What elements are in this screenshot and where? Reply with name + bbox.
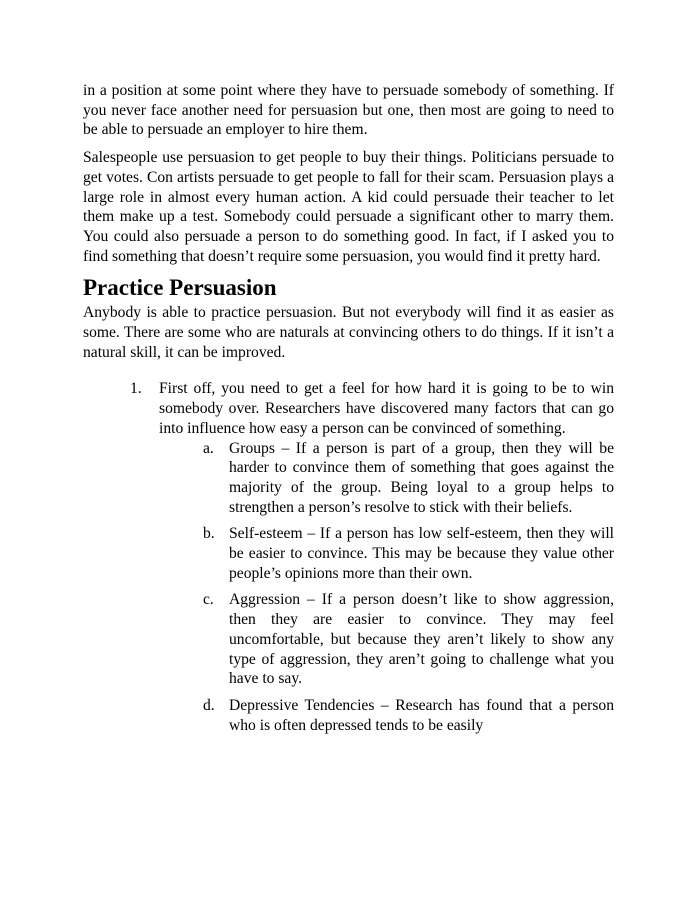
sub-list-letter: d. [203, 696, 215, 714]
paragraph-intro-continuation: in a position at some point where they have to persuade somebody of something. If you never face another need for persuasion but one, then most are going to need to be able to persuade an employer to hire them. [83, 82, 614, 139]
sub-list-item-depressive-tendencies [83, 696, 614, 735]
sub-list-letter: a. [203, 439, 214, 457]
document-page [83, 81, 614, 735]
sub-list-text: Depressive Tendencies – Research has found that a person who is often depressed tends to be easily [229, 696, 614, 734]
section-heading: Practice Persuasion [83, 275, 277, 301]
list-number: 1. [130, 380, 142, 398]
sub-list-letter: b. [203, 525, 215, 543]
sub-list-item-aggression [83, 590, 614, 689]
sub-list-text: Aggression – If a person doesn’t like to show aggression, then they are easier to convince. They may feel uncomfortable, but because they aren’t likely to show any type of aggression, they aren’t going to challenge what you have to say. [229, 591, 614, 688]
paragraph-examples: Salespeople use persuasion to get people to buy their things. Politicians persuade to get votes. Con artists persuade to get people to fall for their scam. Persuasion plays a large role in almost every human action. A kid could persuade their teacher to let them make up a test. Somebody could persuade a significant other to marry them. You could also persuade a person to do something good. In fact, if I asked you to find something that doesn’t require some persuasion, you would find it pretty hard. [83, 149, 614, 265]
sub-list-item-groups [83, 439, 614, 518]
sub-list-letter: c. [203, 591, 214, 609]
numbered-list-item-1 [83, 379, 614, 438]
list-item-text: First off, you need to get a feel for how hard it is going to be to win somebody over. Researchers have discovered many factors that can go into influence how easy a person can be convinced of something. [159, 380, 614, 437]
section-intro-paragraph: Anybody is able to practice persuasion. But not everybody will find it as easier as some. There are some who are naturals at convincing others to do things. If it isn’t a natural skill, it can be improved. [83, 304, 614, 361]
sub-list-text: Groups – If a person is part of a group, then they will be harder to convince them of something that goes against the majority of the group. Being loyal to a group helps to strengthen a person’s resolve to stick with their beliefs. [229, 439, 614, 516]
sub-list-text: Self-esteem – If a person has low self-esteem, then they will be easier to convince. This may be because they value other people’s opinions more than their own. [229, 525, 614, 582]
sub-list-item-self-esteem [83, 524, 614, 583]
